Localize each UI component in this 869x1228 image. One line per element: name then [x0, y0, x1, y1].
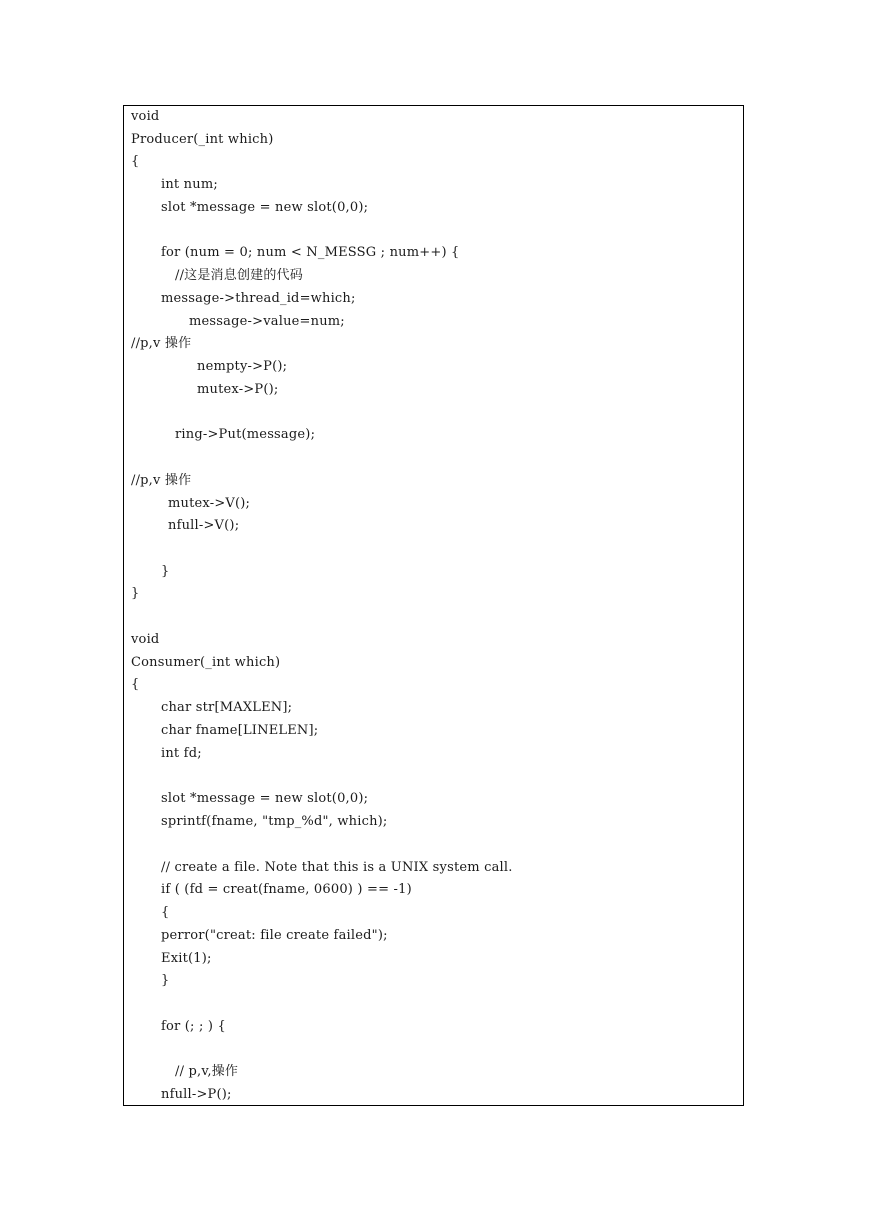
- code-line: }: [161, 564, 170, 579]
- code-line: {: [161, 905, 170, 920]
- code-line: // create a file. Note that this is a UNIX system call.: [161, 860, 513, 875]
- code-line: char str[MAXLEN];: [161, 700, 293, 715]
- code-line: int num;: [161, 177, 218, 192]
- code-line: int fd;: [161, 746, 202, 761]
- code-line: sprintf(fname, "tmp_%d", which);: [161, 814, 388, 829]
- code-line: //p,v 操作: [131, 336, 192, 351]
- code-line: perror("creat: file create failed");: [161, 928, 388, 943]
- code-line: ring->Put(message);: [175, 427, 316, 442]
- code-line: }: [161, 973, 170, 988]
- code-line: for (; ; ) {: [161, 1019, 226, 1034]
- code-line: //这是消息创建的代码: [175, 268, 303, 283]
- code-line: Producer(_int which): [131, 132, 274, 147]
- code-line: }: [131, 586, 140, 601]
- code-line: nfull->V();: [168, 518, 240, 533]
- code-line: mutex->P();: [197, 382, 279, 397]
- code-line: {: [131, 677, 140, 692]
- code-line: slot *message = new slot(0,0);: [161, 200, 369, 215]
- code-line: message->thread_id=which;: [161, 291, 356, 306]
- code-line: Exit(1);: [161, 951, 212, 966]
- code-line: message->value=num;: [189, 314, 345, 329]
- code-listing-box: [123, 105, 744, 1106]
- code-line: char fname[LINELEN];: [161, 723, 319, 738]
- code-line: //p,v 操作: [131, 473, 192, 488]
- code-line: slot *message = new slot(0,0);: [161, 791, 369, 806]
- code-line: {: [131, 154, 140, 169]
- code-line: void: [131, 632, 160, 647]
- code-line: if ( (fd = creat(fname, 0600) ) == -1): [161, 882, 412, 897]
- code-line: // p,v,操作: [175, 1064, 239, 1079]
- code-line: void: [131, 109, 160, 124]
- code-line: Consumer(_int which): [131, 655, 281, 670]
- code-line: nfull->P();: [161, 1087, 232, 1102]
- code-line: for (num = 0; num < N_MESSG ; num++) {: [161, 245, 460, 260]
- code-line: nempty->P();: [197, 359, 288, 374]
- code-line: mutex->V();: [168, 496, 251, 511]
